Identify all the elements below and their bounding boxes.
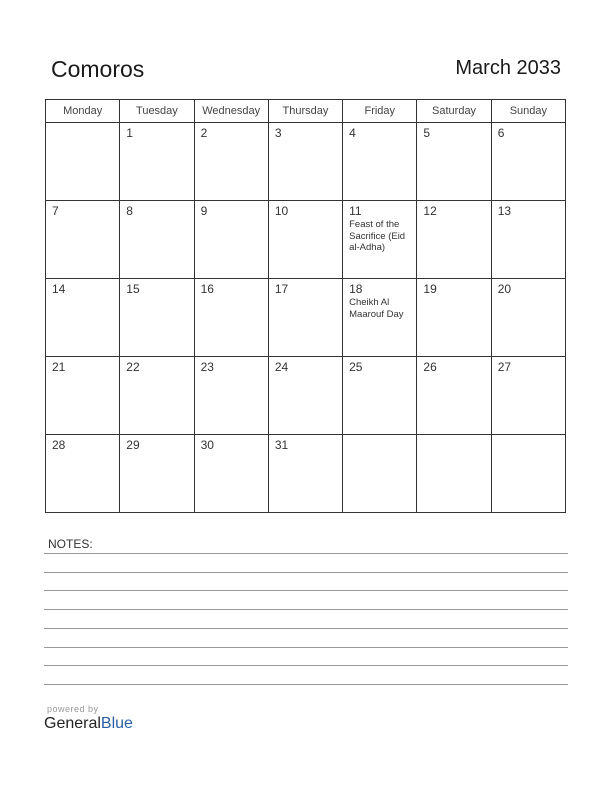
week-row (46, 123, 566, 201)
day-number: 24 (274, 360, 289, 374)
week-row (46, 279, 566, 357)
day-cell (46, 357, 120, 435)
weekday-header: Tuesday (120, 100, 194, 123)
day-number: 14 (52, 282, 66, 296)
day-cell (268, 201, 342, 279)
week-row (46, 201, 566, 279)
day-number: 6 (497, 126, 505, 140)
day-cell (268, 279, 342, 357)
day-cell (343, 357, 417, 435)
day-cell (194, 123, 268, 201)
brand-general: General (44, 715, 101, 732)
weekday-header: Thursday (268, 100, 342, 123)
note-line (44, 590, 568, 591)
day-cell (46, 279, 120, 357)
week-row (46, 435, 566, 513)
day-number: 20 (497, 282, 512, 296)
day-number: 13 (497, 204, 512, 218)
day-cell (417, 435, 491, 513)
holiday-label: Cheikh Al Maarouf Day (349, 297, 404, 320)
day-number: 27 (497, 360, 512, 374)
day-cell (417, 279, 491, 357)
day-cell (46, 201, 120, 279)
day-number: 22 (126, 360, 140, 374)
week-row (46, 357, 566, 435)
weekday-header: Wednesday (194, 100, 268, 123)
day-number: 7 (52, 204, 59, 218)
day-number: 10 (274, 204, 289, 218)
day-cell (491, 357, 565, 435)
day-cell (343, 279, 417, 357)
day-cell (343, 435, 417, 513)
day-cell (120, 357, 194, 435)
day-number: 21 (52, 360, 66, 374)
day-cell (417, 201, 491, 279)
generalblue-logo (44, 704, 133, 733)
note-line (44, 684, 568, 685)
note-line (44, 665, 568, 666)
brand-blue: Blue (100, 715, 133, 732)
day-cell (46, 435, 120, 513)
day-number: 26 (423, 360, 437, 374)
day-cell (491, 201, 565, 279)
day-number: 8 (126, 204, 133, 218)
calendar-month-title: March 2033 (455, 57, 561, 79)
day-cell (491, 435, 565, 513)
day-number: 1 (126, 126, 133, 140)
weekday-header-row (46, 100, 566, 123)
day-cell (268, 123, 342, 201)
day-cell (194, 435, 268, 513)
day-number: 29 (126, 438, 140, 452)
day-number: 16 (200, 282, 214, 296)
note-line (44, 572, 568, 573)
weekday-header: Sunday (491, 100, 565, 123)
day-cell (417, 123, 491, 201)
day-number: 23 (200, 360, 214, 374)
calendar-country-title: Comoros (51, 56, 145, 82)
day-number: 28 (52, 438, 66, 452)
day-number: 18 (349, 282, 363, 296)
day-cell (343, 123, 417, 201)
day-number: 9 (200, 204, 208, 218)
day-cell (194, 201, 268, 279)
day-number: 11 (349, 204, 362, 218)
powered-by-text: powered by (47, 704, 99, 714)
weekday-header: Saturday (417, 100, 491, 123)
day-number: 4 (349, 126, 356, 140)
day-cell (194, 357, 268, 435)
day-number: 2 (200, 126, 208, 140)
day-cell (268, 357, 342, 435)
note-line (44, 609, 568, 610)
day-number: 31 (274, 438, 289, 452)
note-line (44, 553, 568, 554)
weekday-header: Monday (46, 100, 120, 123)
notes-label: NOTES: (48, 537, 93, 551)
day-cell (120, 279, 194, 357)
day-cell (268, 435, 342, 513)
brand-wordmark (44, 715, 133, 733)
day-cell (194, 279, 268, 357)
note-line (44, 647, 568, 648)
day-number: 30 (200, 438, 214, 452)
day-cell (417, 357, 491, 435)
day-number: 17 (274, 282, 289, 296)
day-cell (491, 279, 565, 357)
holiday-label: Feast of the Sacrifice (Eid al-Adha) (349, 219, 406, 253)
day-cell (491, 123, 565, 201)
day-cell (343, 201, 417, 279)
day-number: 12 (423, 204, 437, 218)
day-cell (120, 435, 194, 513)
day-number: 5 (423, 126, 431, 140)
weekday-header: Friday (343, 100, 417, 123)
day-number: 3 (274, 126, 282, 140)
day-number: 19 (423, 282, 437, 296)
day-cell (120, 201, 194, 279)
day-number: 15 (126, 282, 140, 296)
day-cell (120, 123, 194, 201)
calendar-grid (45, 99, 566, 513)
day-cell (46, 123, 120, 201)
day-number: 25 (349, 360, 363, 374)
note-line (44, 628, 568, 629)
